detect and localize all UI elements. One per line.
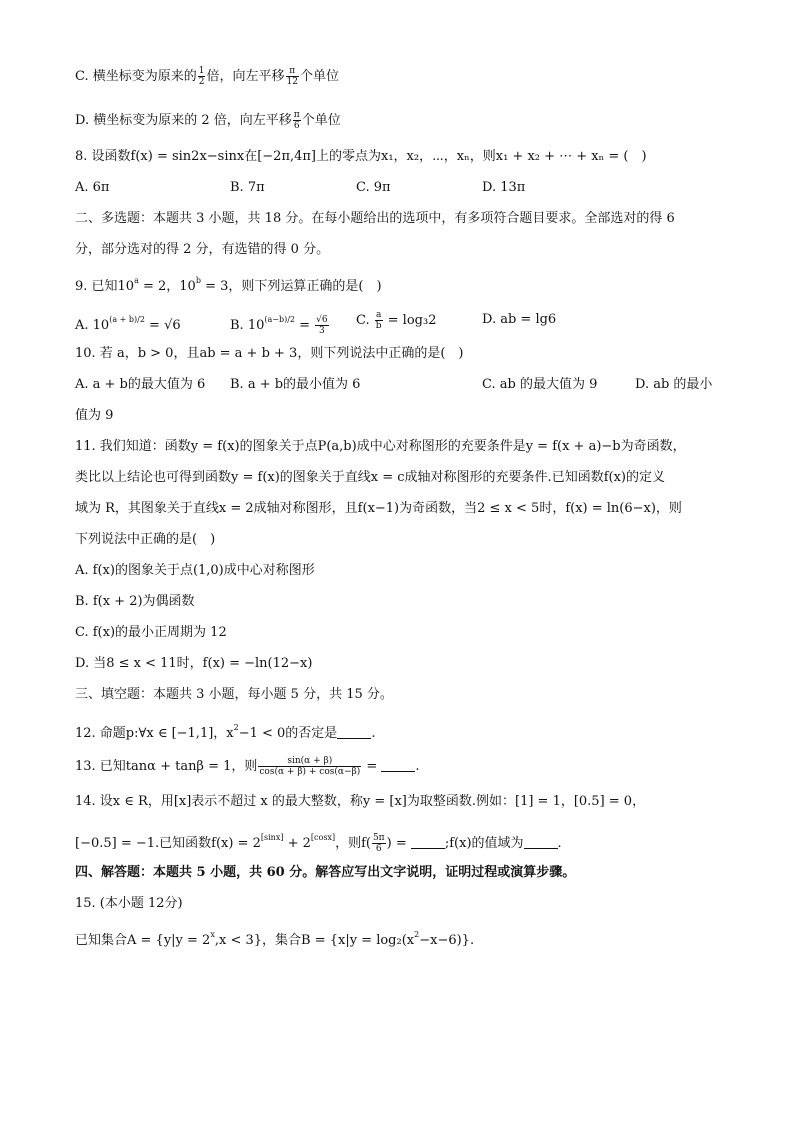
section-3-heading: 三、填空题：本题共 3 小题，每小题 5 分，共 15 分。 <box>75 687 393 702</box>
q11-option-b: B. f(x + 2)为偶函数 <box>75 594 195 609</box>
q10-option-d-cont: 值为 9 <box>75 408 114 423</box>
answer-blank <box>411 836 445 849</box>
section-2-heading-cont: 分，部分选对的得 2 分，有选错的得 0 分。 <box>75 242 330 257</box>
fraction <box>258 756 361 777</box>
answer-blank <box>524 836 558 849</box>
q15-heading: 15. (本小题 12分) <box>75 896 183 911</box>
q14-text-5: ;f(x)的值域为 <box>444 836 524 851</box>
q11-stem-line3: 域为 R，其图象关于直线x = 2成轴对称图形，且f(x−1)为奇函数，当2 ≤ x < 5时，f(x) = ln(6−x)，则 <box>75 501 682 516</box>
section-4-heading: 四、解答题：本题共 5 小题，共 60 分。解答应写出文字说明，证明过程或演算步骤。 <box>75 865 576 880</box>
denominator: b <box>375 321 382 331</box>
q11-option-d: D. 当8 ≤ x < 11时，f(x) = −ln(12−x) <box>75 656 313 671</box>
option-text-2: = log₃2 <box>383 313 437 328</box>
q11-stem-line1: 11. 我们知道：函数y = f(x)的图象关于点P(a,b)成中心对称图形的充要条件是y = f(x + a)−b为奇函数， <box>75 439 686 454</box>
q8-stem: 8. 设函数f(x) = sin2x−sinx在[−2π,4π]上的零点为x₁，x₂，⋯，xₙ，则x₁ + x₂ + ⋯ + xₙ = ( ) <box>75 149 647 164</box>
q11-option-c: C. f(x)的最小正周期为 12 <box>75 625 227 640</box>
q10-option-b: B. a + b的最小值为 6 <box>230 377 361 392</box>
q14-text-6: . <box>557 836 562 851</box>
q7-option-d-text: D. 横坐标变为原来的 2 倍，向左平移 <box>75 113 292 128</box>
q9-option-d: D. ab = lg6 <box>482 312 557 327</box>
denominator: 2 <box>198 77 205 87</box>
numerator: a <box>375 310 382 320</box>
superscript: (a−b)/2 <box>264 315 295 324</box>
numerator: π <box>293 110 300 120</box>
numerator: 5π <box>372 833 385 843</box>
q10-option-d: D. ab 的最小 <box>635 377 713 392</box>
q11-option-a: A. f(x)的图象关于点(1,0)成中心对称图形 <box>75 563 315 578</box>
q7-option-d <box>75 110 341 131</box>
answer-blank <box>381 759 415 772</box>
q14-text: [−0.5] = −1.已知函数f(x) = 2 <box>75 836 261 851</box>
q14-text-4: ) = <box>386 836 411 851</box>
q10-option-a: A. a + b的最大值为 6 <box>75 377 206 392</box>
q13 <box>75 756 420 777</box>
denominator: 12 <box>286 77 298 87</box>
fraction <box>372 833 386 854</box>
fraction <box>286 66 299 87</box>
q12-text-3: . <box>371 726 376 741</box>
q12-text: 12. 命题p:∀x ∈ [−1,1]，x <box>75 726 234 741</box>
q12-text-2: −1 < 0的否定是 <box>238 726 338 741</box>
superscript: (a + b)/2 <box>109 315 145 324</box>
fraction <box>315 315 328 336</box>
q13-text-2: = <box>362 759 382 774</box>
q13-text-3: . <box>415 759 420 774</box>
q7-option-d-text-2: 个单位 <box>301 113 341 128</box>
option-text: B. 10 <box>230 318 265 333</box>
answer-blank <box>337 726 371 739</box>
superscript: 2 <box>414 930 420 939</box>
option-text: C. <box>356 313 374 328</box>
numerator: π <box>286 66 299 77</box>
q12 <box>75 718 375 744</box>
section-2-heading: 二、多选题：本题共 3 小题，共 18 分。在每小题给出的选项中，有多项符合题目要求。全部选对的得 6 <box>75 211 675 226</box>
superscript: [sinx] <box>260 833 284 842</box>
numerator: sin(α + β) <box>258 756 361 767</box>
option-text-2: = <box>295 318 315 333</box>
q7-option-c-text: C. 横坐标变为原来的 <box>75 69 197 84</box>
fraction <box>293 110 301 131</box>
q15-text: 已知集合A = {y|y = 2 <box>75 933 211 948</box>
q8-option-b: B. 7π <box>230 180 265 195</box>
q10-option-c: C. ab 的最大值为 9 <box>482 377 598 392</box>
denominator: 6 <box>375 844 382 854</box>
superscript: a <box>134 276 139 285</box>
q15-text-2: ,x < 3}，集合B = {x|y = log₂(x <box>214 933 415 948</box>
q7-option-c <box>75 66 339 87</box>
superscript: b <box>195 276 201 285</box>
q11-stem-line4: 下列说法中正确的是( ) <box>75 532 216 547</box>
q9-text: 9. 已知10 <box>75 279 135 294</box>
q14-text-3: ，则f( <box>335 836 371 851</box>
superscript: 2 <box>233 723 239 732</box>
option-text-2: = √6 <box>144 318 181 333</box>
q9-text-2: = 2，10 <box>138 279 196 294</box>
superscript: [cosx] <box>310 833 336 842</box>
q11-stem-line2: 类比以上结论也可得到函数y = f(x)的图象关于直线x = c成轴对称图形的充要条件.已知函数f(x)的定义 <box>75 470 665 485</box>
superscript: x <box>210 930 215 939</box>
option-text: A. 10 <box>75 318 110 333</box>
q15-stem <box>75 925 474 951</box>
q14-line2 <box>75 828 562 854</box>
q8-option-a: A. 6π <box>75 180 110 195</box>
q10-stem: 10. 若 a，b > 0，且ab = a + b + 3，则下列说法中正确的是( ) <box>75 346 464 361</box>
fraction <box>375 310 383 331</box>
q15-text-3: −x−6)}. <box>419 933 475 948</box>
q9-text-3: = 3，则下列运算正确的是( ) <box>200 279 382 294</box>
denominator: 3 <box>319 326 325 336</box>
q13-text: 13. 已知tanα + tanβ = 1，则 <box>75 759 258 774</box>
q9-option-b <box>230 310 330 336</box>
q14-text-2: + 2 <box>283 836 311 851</box>
q14-line1: 14. 设x ∈ R，用[x]表示不超过 x 的最大整数，称y = [x]为取整函数.例如：[1] = 1，[0.5] = 0， <box>75 794 646 809</box>
q8-option-d: D. 13π <box>482 180 526 195</box>
denominator: 6 <box>293 121 300 131</box>
q9-option-a <box>75 310 181 336</box>
q9-stem <box>75 271 382 297</box>
q9-option-c <box>356 310 436 331</box>
q8-option-c: C. 9π <box>356 180 391 195</box>
q7-option-c-text-3: 个单位 <box>299 69 339 84</box>
numerator: 1 <box>198 66 205 76</box>
denominator: cos(α + β) + cos(α−β) <box>259 767 361 777</box>
q7-option-c-text-2: 倍，向左平移 <box>206 69 285 84</box>
numerator: √6 <box>316 315 328 325</box>
fraction <box>198 66 206 87</box>
